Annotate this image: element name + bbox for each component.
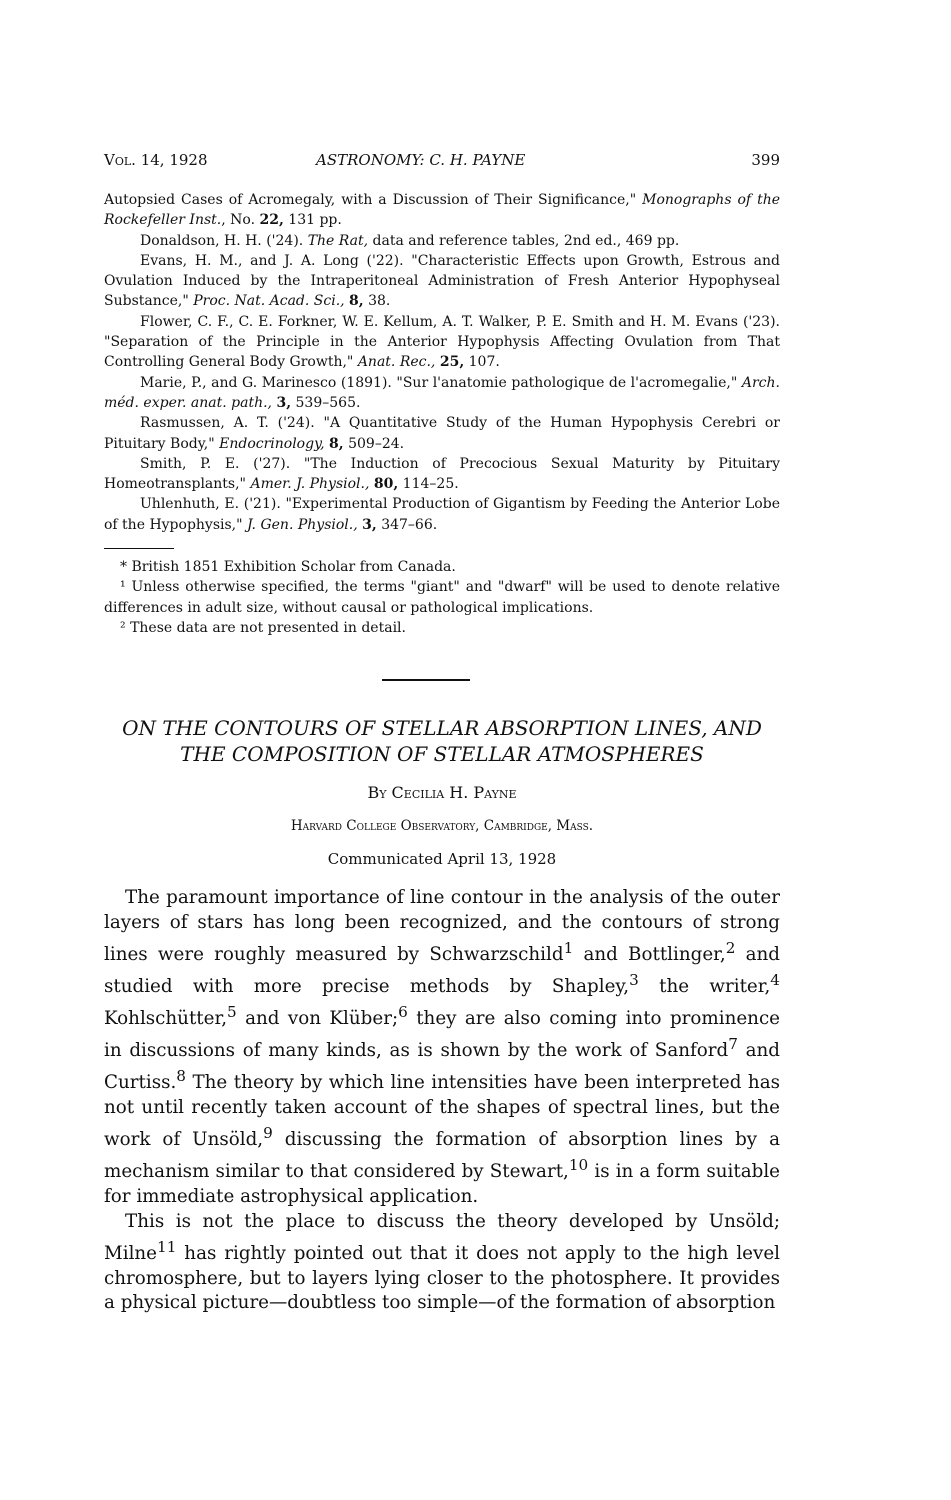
communicated-date: Communicated April 13, 1928: [327, 850, 557, 868]
footnote-divider: [104, 548, 174, 549]
reference-list: [104, 190, 780, 535]
text-run: This is not the place to discuss the theory developed by Unsöld; Milne: [104, 1210, 780, 1264]
text-run: Flower, C. F., C. E. Forkner, W. E. Kellum, A. T. Walker, P. E. Smith and H. M. Evans ('23). "Separation of the Principle in the Anterior Hypophysis Affecting Ovulation from That Controlling General Body Growth,": [104, 313, 780, 371]
text-run: data and reference tables, 2nd ed., 469 pp.: [368, 232, 680, 249]
footnote-marker: 5: [227, 1002, 237, 1021]
reference-entry: [104, 190, 780, 231]
text-run: Evans, H. M., and J. A. Long ('22). "Characteristic Effects upon Growth, Estrous and Ovulation Induced by the Intraperitoneal Administration of Fresh Anterior Hypophyseal Substance,": [104, 252, 780, 310]
footnote-marker: 7: [728, 1034, 738, 1053]
text-run: 114–25.: [398, 476, 459, 493]
bold-text: 22,: [259, 212, 284, 229]
footnote-marker: 10: [568, 1155, 589, 1174]
footnote-marker: 2: [725, 938, 736, 957]
bold-text: 3,: [276, 394, 292, 411]
article-body: [104, 886, 780, 1316]
bold-text: 25,: [439, 354, 465, 371]
footnote: * British 1851 Exhibition Scholar from Canada.: [120, 559, 456, 575]
footnote: ¹ Unless otherwise specified, the terms "giant" and "dwarf" will be used to denote relative differences in adult size, without causal or pathological implications.: [104, 579, 780, 616]
italic-text: Endocrinology,: [219, 435, 325, 452]
reference-entry: [104, 413, 780, 454]
footnote-marker: 3: [629, 970, 639, 989]
text-run: the writer,: [638, 975, 771, 997]
footnotes: [104, 557, 780, 638]
text-run: 107.: [464, 354, 500, 371]
body-paragraph: [104, 1210, 780, 1317]
text-run: and Bottlinger,: [573, 943, 726, 965]
text-run: discussing the formation of absorption lines by a mechanism similar to that considered by Stewart,: [104, 1128, 781, 1182]
footnote-marker: 9: [263, 1123, 273, 1142]
bold-text: 80,: [373, 476, 399, 493]
bold-text: 8,: [349, 293, 364, 310]
body-paragraph: [104, 886, 780, 1210]
italic-text: Monographs of the Rockefeller Inst.: [104, 192, 781, 229]
footnote-marker: 8: [176, 1066, 186, 1085]
text-run: and Curtiss.: [104, 1039, 781, 1093]
reference-entry: [104, 494, 780, 535]
italic-text: J. Gen. Physiol.,: [247, 516, 358, 533]
reference-entry: [104, 454, 780, 495]
page-number: 399: [751, 151, 780, 169]
footnote-marker: 6: [398, 1002, 408, 1021]
footnote-marker: 4: [770, 970, 780, 989]
text-run: 347–66.: [376, 516, 438, 533]
text-run: they are also coming into prominence in discussions of many kinds, as is shown by the work of Sanford: [104, 1007, 780, 1061]
text-run: and von Klüber;: [236, 1007, 399, 1029]
footnote: ² These data are not presented in detail.: [120, 619, 406, 636]
italic-text: Proc. Nat. Acad. Sci.,: [193, 293, 345, 310]
article-title: ON THE CONTOURS OF STELLAR ABSORPTION LINES, AND THE COMPOSITION OF STELLAR ATMOSPHERES: [122, 716, 762, 766]
text-run: Kohlschütter,: [104, 1007, 228, 1029]
text-run: Donaldson, H. H. ('24).: [140, 232, 308, 249]
reference-entry: [104, 231, 780, 251]
bold-text: 3,: [362, 516, 377, 533]
italic-text: The Rat,: [307, 232, 369, 249]
text-run: Uhlenhuth, E. ('21). "Experimental Production of Gigantism by Feeding the Anterior Lobe of the Hypophysis,": [104, 496, 780, 533]
text-run: Marie, P., and G. Marinesco (1891). "Sur l'anatomie pathologique de l'acromegalie,": [140, 374, 742, 391]
text-run: The paramount importance of line contour in the analysis of the outer layers of stars has long been recognized, and the contours of strong lines were roughly measured by Schwarzschild: [104, 887, 780, 965]
text-run: and studied with more precise methods by Shapley,: [104, 943, 780, 997]
reference-entry: [104, 373, 780, 414]
volume-info: Vol. 14, 1928: [104, 151, 208, 169]
text-run: Autopsied Cases of Acromegaly, with a Discussion of Their Significance,": [104, 192, 643, 208]
text-run: , No.: [221, 212, 260, 229]
text-run: 38.: [363, 293, 391, 310]
text-run: has rightly pointed out that it does not apply to the high level chromosphere, but to layers lying closer to the photosphere. It provides a physical picture—doubtless too simple—of the formation of absorption: [104, 1242, 780, 1314]
text-run: 539–565.: [291, 394, 361, 411]
italic-text: Amer. J. Physiol.,: [250, 476, 370, 493]
text-run: 509–24.: [343, 435, 405, 452]
running-title: ASTRONOMY: C. H. PAYNE: [316, 151, 526, 169]
bold-text: 8,: [329, 435, 344, 452]
text-run: is in a form suitable for immediate astrophysical application.: [104, 1160, 780, 1207]
text-run: The theory by which line intensities have been interpreted has not until recently taken account of the shapes of spectral lines, but the work of Unsöld,: [104, 1071, 780, 1150]
footnote-marker: 1: [563, 938, 574, 957]
running-header: [104, 151, 780, 173]
text-run: Smith, P. E. ('27). "The Induction of Precocious Sexual Maturity by Pituitary Homeotransplants,": [104, 455, 780, 493]
text-run: 131 pp.: [283, 212, 342, 229]
reference-entry: [104, 251, 780, 312]
reference-entry: [104, 312, 780, 373]
section-divider: [382, 679, 470, 681]
text-run: Rasmussen, A. T. ('24). "A Quantitative Study of the Human Hypophysis Cerebri or Pituitary Body,": [104, 415, 780, 452]
article-affiliation: Harvard College Observatory, Cambridge, Mass.: [290, 818, 594, 834]
footnote-marker: 11: [157, 1237, 177, 1256]
italic-text: Arch. méd. exper. anat. path.,: [104, 374, 780, 411]
article-author: By Cecilia H. Payne: [367, 783, 517, 802]
italic-text: Anat. Rec.,: [357, 354, 436, 371]
